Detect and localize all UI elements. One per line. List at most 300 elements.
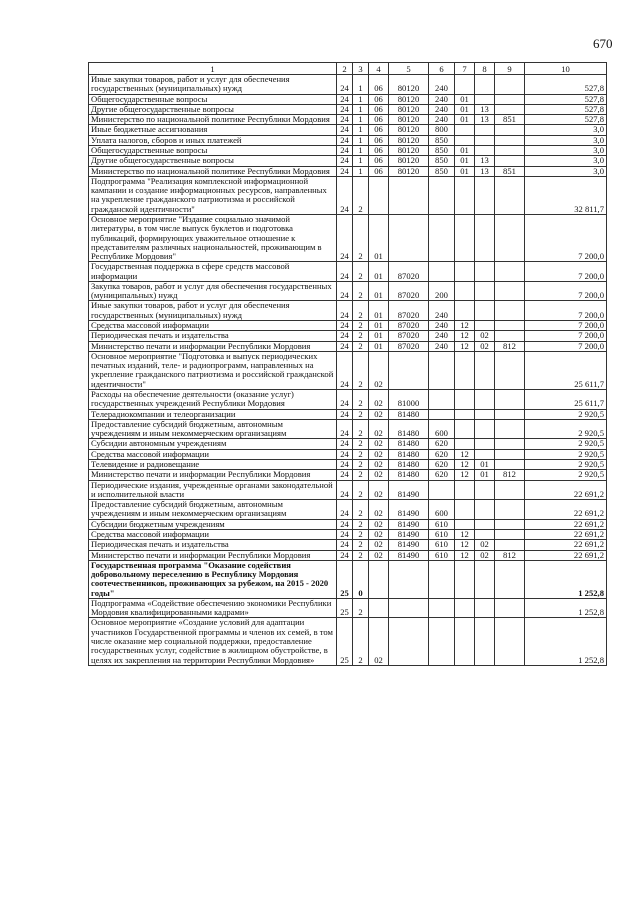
amount-cell: 3,0 — [525, 145, 607, 155]
code-section-cell — [455, 390, 475, 410]
code-ministry-cell — [495, 262, 525, 282]
code-event-cell: 02 — [369, 390, 389, 410]
code-expense-type-cell — [429, 409, 455, 419]
row-name-cell: Министерство печати и информации Республики Мордовия — [89, 341, 337, 351]
code-section-cell — [455, 519, 475, 529]
amount-cell: 22 691,2 — [525, 529, 607, 539]
code-subsection-cell — [475, 75, 495, 95]
code-direction-cell: 87020 — [389, 341, 429, 351]
amount-cell: 527,8 — [525, 104, 607, 114]
code-expense-type-cell: 850 — [429, 145, 455, 155]
row-name-cell: Подпрограмма "Реализация комплексной информационной кампании и создание информационных ресурсов, направленных на укрепление гражданского патриотизма и российской гражданской идентичности" — [89, 176, 337, 214]
code-event-cell: 02 — [369, 540, 389, 550]
code-admin-cell: 24 — [337, 115, 353, 125]
code-ministry-cell: 851 — [495, 115, 525, 125]
code-direction-cell: 80120 — [389, 145, 429, 155]
amount-cell: 22 691,2 — [525, 519, 607, 529]
code-event-cell: 06 — [369, 125, 389, 135]
code-subprogram-cell: 2 — [353, 550, 369, 560]
code-ministry-cell: 851 — [495, 166, 525, 176]
amount-cell: 2 920,5 — [525, 470, 607, 480]
table-row — [89, 125, 607, 135]
code-event-cell: 01 — [369, 214, 389, 261]
amount-cell: 2 920,5 — [525, 409, 607, 419]
code-section-cell — [455, 135, 475, 145]
amount-cell: 2 920,5 — [525, 419, 607, 439]
code-section-cell — [455, 560, 475, 598]
row-name-cell: Телевидение и радиовещание — [89, 459, 337, 469]
code-expense-type-cell: 240 — [429, 341, 455, 351]
table-row — [89, 390, 607, 410]
code-ministry-cell — [495, 540, 525, 550]
code-subprogram-cell: 1 — [353, 166, 369, 176]
code-section-cell — [455, 75, 475, 95]
code-event-cell: 02 — [369, 519, 389, 529]
amount-cell: 22 691,2 — [525, 540, 607, 550]
table-row — [89, 341, 607, 351]
code-direction-cell: 87020 — [389, 281, 429, 301]
code-event-cell: 06 — [369, 104, 389, 114]
code-expense-type-cell: 620 — [429, 459, 455, 469]
code-event-cell: 06 — [369, 75, 389, 95]
code-ministry-cell — [495, 409, 525, 419]
row-name-cell: Государственная программа "Оказание содействия добровольному переселению в Республику Мордовия соотечественников, проживающих за рубежом, на 2015 - 2020 годы" — [89, 560, 337, 598]
code-expense-type-cell — [429, 176, 455, 214]
code-direction-cell: 80120 — [389, 104, 429, 114]
code-section-cell — [455, 214, 475, 261]
row-name-cell: Иные закупки товаров, работ и услуг для обеспечения государственных (муниципальных) нужд — [89, 301, 337, 321]
code-direction-cell — [389, 351, 429, 389]
code-direction-cell: 81480 — [389, 449, 429, 459]
code-ministry-cell: 812 — [495, 470, 525, 480]
code-ministry-cell — [495, 598, 525, 618]
code-expense-type-cell: 610 — [429, 519, 455, 529]
code-section-cell — [455, 125, 475, 135]
code-subsection-cell — [475, 529, 495, 539]
row-name-cell: Субсидии автономным учреждениям — [89, 439, 337, 449]
code-direction-cell — [389, 560, 429, 598]
code-subsection-cell — [475, 449, 495, 459]
code-admin-cell: 24 — [337, 214, 353, 261]
code-event-cell: 06 — [369, 135, 389, 145]
code-subprogram-cell: 2 — [353, 351, 369, 389]
code-section-cell — [455, 419, 475, 439]
code-section-cell — [455, 301, 475, 321]
amount-cell: 2 920,5 — [525, 459, 607, 469]
code-ministry-cell — [495, 618, 525, 665]
code-subprogram-cell: 2 — [353, 480, 369, 500]
code-subprogram-cell: 1 — [353, 75, 369, 95]
code-ministry-cell — [495, 75, 525, 95]
code-admin-cell: 24 — [337, 156, 353, 166]
code-ministry-cell — [495, 301, 525, 321]
row-name-cell: Иные закупки товаров, работ и услуг для обеспечения государственных (муниципальных) нужд — [89, 75, 337, 95]
row-name-cell: Средства массовой информации — [89, 449, 337, 459]
code-ministry-cell — [495, 390, 525, 410]
amount-cell: 22 691,2 — [525, 550, 607, 560]
table-row — [89, 550, 607, 560]
code-direction-cell: 81480 — [389, 459, 429, 469]
row-name-cell: Министерство печати и информации Республики Мордовия — [89, 550, 337, 560]
code-expense-type-cell — [429, 262, 455, 282]
code-expense-type-cell: 600 — [429, 419, 455, 439]
code-admin-cell: 25 — [337, 618, 353, 665]
table-row — [89, 166, 607, 176]
amount-cell: 3,0 — [525, 166, 607, 176]
code-admin-cell: 24 — [337, 281, 353, 301]
code-subprogram-cell: 2 — [353, 540, 369, 550]
amount-cell: 32 811,7 — [525, 176, 607, 214]
column-header: 9 — [495, 63, 525, 75]
amount-cell: 7 200,0 — [525, 331, 607, 341]
amount-cell: 7 200,0 — [525, 341, 607, 351]
code-subsection-cell — [475, 281, 495, 301]
code-direction-cell — [389, 598, 429, 618]
table-row — [89, 419, 607, 439]
code-subprogram-cell: 0 — [353, 560, 369, 598]
budget-table — [88, 62, 607, 666]
code-admin-cell: 24 — [337, 470, 353, 480]
table-row — [89, 519, 607, 529]
code-expense-type-cell: 240 — [429, 94, 455, 104]
code-section-cell — [455, 598, 475, 618]
code-subprogram-cell: 2 — [353, 439, 369, 449]
code-section-cell: 12 — [455, 449, 475, 459]
code-ministry-cell: 812 — [495, 550, 525, 560]
code-ministry-cell — [495, 500, 525, 520]
code-subprogram-cell: 2 — [353, 470, 369, 480]
code-direction-cell: 81480 — [389, 439, 429, 449]
code-section-cell: 01 — [455, 115, 475, 125]
code-subprogram-cell: 2 — [353, 598, 369, 618]
row-name-cell: Периодическая печать и издательства — [89, 540, 337, 550]
row-name-cell: Подпрограмма «Содействие обеспечению экономики Республики Мордовия квалифицированными кадрами» — [89, 598, 337, 618]
code-subprogram-cell: 1 — [353, 125, 369, 135]
amount-cell: 3,0 — [525, 135, 607, 145]
code-expense-type-cell: 240 — [429, 75, 455, 95]
code-direction-cell: 80120 — [389, 115, 429, 125]
code-admin-cell: 24 — [337, 125, 353, 135]
code-subprogram-cell: 2 — [353, 176, 369, 214]
code-subsection-cell — [475, 145, 495, 155]
code-admin-cell: 24 — [337, 321, 353, 331]
code-section-cell: 01 — [455, 156, 475, 166]
code-section-cell: 12 — [455, 341, 475, 351]
code-subprogram-cell: 1 — [353, 156, 369, 166]
code-section-cell: 12 — [455, 540, 475, 550]
code-expense-type-cell: 800 — [429, 125, 455, 135]
code-direction-cell: 81490 — [389, 480, 429, 500]
code-subprogram-cell: 2 — [353, 459, 369, 469]
amount-cell: 1 252,8 — [525, 618, 607, 665]
code-section-cell: 01 — [455, 94, 475, 104]
table-row — [89, 156, 607, 166]
code-ministry-cell — [495, 351, 525, 389]
code-subsection-cell — [475, 419, 495, 439]
code-expense-type-cell — [429, 618, 455, 665]
code-event-cell: 06 — [369, 156, 389, 166]
code-subprogram-cell: 2 — [353, 214, 369, 261]
code-subsection-cell — [475, 480, 495, 500]
code-event-cell: 02 — [369, 550, 389, 560]
code-ministry-cell — [495, 125, 525, 135]
column-header: 10 — [525, 63, 607, 75]
code-expense-type-cell: 240 — [429, 104, 455, 114]
table-row — [89, 331, 607, 341]
amount-cell: 22 691,2 — [525, 480, 607, 500]
code-direction-cell: 80120 — [389, 94, 429, 104]
code-event-cell: 01 — [369, 262, 389, 282]
code-ministry-cell: 812 — [495, 341, 525, 351]
code-admin-cell: 25 — [337, 598, 353, 618]
code-event-cell: 02 — [369, 409, 389, 419]
code-expense-type-cell — [429, 560, 455, 598]
table-row — [89, 351, 607, 389]
code-subprogram-cell: 2 — [353, 409, 369, 419]
row-name-cell: Предоставление субсидий бюджетным, автономным учреждениям и иным некоммерческим организациям — [89, 419, 337, 439]
code-event-cell: 01 — [369, 331, 389, 341]
column-header: 7 — [455, 63, 475, 75]
code-section-cell — [455, 618, 475, 665]
code-event-cell: 02 — [369, 529, 389, 539]
code-subprogram-cell: 1 — [353, 115, 369, 125]
code-direction-cell: 81480 — [389, 409, 429, 419]
code-expense-type-cell — [429, 351, 455, 389]
code-section-cell — [455, 409, 475, 419]
table-row — [89, 321, 607, 331]
code-ministry-cell — [495, 135, 525, 145]
code-expense-type-cell: 240 — [429, 331, 455, 341]
row-name-cell: Субсидии бюджетным учреждениям — [89, 519, 337, 529]
code-section-cell: 12 — [455, 470, 475, 480]
code-ministry-cell — [495, 94, 525, 104]
amount-cell: 527,8 — [525, 115, 607, 125]
code-admin-cell: 24 — [337, 500, 353, 520]
code-subprogram-cell: 2 — [353, 390, 369, 410]
code-expense-type-cell: 850 — [429, 135, 455, 145]
code-admin-cell: 24 — [337, 480, 353, 500]
code-subprogram-cell: 1 — [353, 145, 369, 155]
code-admin-cell: 24 — [337, 390, 353, 410]
code-event-cell: 06 — [369, 145, 389, 155]
column-header: 5 — [389, 63, 429, 75]
code-subsection-cell: 13 — [475, 115, 495, 125]
code-subsection-cell — [475, 321, 495, 331]
code-admin-cell: 24 — [337, 529, 353, 539]
page-number: 670 — [593, 36, 613, 51]
code-section-cell — [455, 480, 475, 500]
row-name-cell: Средства массовой информации — [89, 321, 337, 331]
code-admin-cell: 24 — [337, 135, 353, 145]
code-admin-cell: 24 — [337, 262, 353, 282]
code-subsection-cell: 01 — [475, 459, 495, 469]
amount-cell: 527,8 — [525, 75, 607, 95]
code-subsection-cell: 13 — [475, 104, 495, 114]
table-header-row — [89, 63, 607, 75]
code-event-cell: 02 — [369, 459, 389, 469]
code-subsection-cell — [475, 390, 495, 410]
code-direction-cell: 80120 — [389, 156, 429, 166]
code-expense-type-cell: 610 — [429, 540, 455, 550]
amount-cell: 1 252,8 — [525, 560, 607, 598]
table-row — [89, 459, 607, 469]
column-header: 1 — [89, 63, 337, 75]
code-subsection-cell — [475, 301, 495, 321]
table-row — [89, 529, 607, 539]
code-admin-cell: 24 — [337, 519, 353, 529]
code-expense-type-cell: 600 — [429, 500, 455, 520]
code-subprogram-cell: 2 — [353, 529, 369, 539]
row-name-cell: Другие общегосударственные вопросы — [89, 156, 337, 166]
code-subprogram-cell: 2 — [353, 321, 369, 331]
row-name-cell: Основное мероприятие "Подготовка и выпуск периодических печатных изданий, теле- и радиопрограмм, направленных на укрепление гражданского патриотизма и российской гражданской идентичности" — [89, 351, 337, 389]
code-section-cell — [455, 500, 475, 520]
row-name-cell: Министерство печати и информации Республики Мордовия — [89, 470, 337, 480]
amount-cell: 25 611,7 — [525, 390, 607, 410]
code-admin-cell: 24 — [337, 459, 353, 469]
code-subsection-cell: 02 — [475, 331, 495, 341]
code-ministry-cell — [495, 331, 525, 341]
code-admin-cell: 24 — [337, 341, 353, 351]
table-row — [89, 281, 607, 301]
code-subprogram-cell: 2 — [353, 341, 369, 351]
code-section-cell — [455, 351, 475, 389]
code-subsection-cell: 13 — [475, 166, 495, 176]
code-admin-cell: 24 — [337, 419, 353, 439]
code-ministry-cell — [495, 560, 525, 598]
amount-cell: 25 611,7 — [525, 351, 607, 389]
row-name-cell: Основное мероприятие "Издание социально значимой литературы, в том числе выпуск буклетов и подготовка публикаций, формирующих уважительное отношение к представителям различных национальностей, проживающим в Республике Мордовия" — [89, 214, 337, 261]
amount-cell: 1 252,8 — [525, 598, 607, 618]
code-expense-type-cell — [429, 598, 455, 618]
table-row — [89, 500, 607, 520]
code-subprogram-cell: 2 — [353, 419, 369, 439]
code-event-cell: 01 — [369, 341, 389, 351]
code-direction-cell — [389, 176, 429, 214]
code-event-cell: 01 — [369, 281, 389, 301]
row-name-cell: Иные бюджетные ассигнования — [89, 125, 337, 135]
row-name-cell: Периодические издания, учрежденные органами законодательной и исполнительной власти — [89, 480, 337, 500]
code-ministry-cell — [495, 529, 525, 539]
code-ministry-cell — [495, 321, 525, 331]
code-direction-cell: 81490 — [389, 500, 429, 520]
code-expense-type-cell: 850 — [429, 166, 455, 176]
table-row — [89, 409, 607, 419]
code-direction-cell: 81000 — [389, 390, 429, 410]
code-ministry-cell — [495, 439, 525, 449]
code-section-cell — [455, 439, 475, 449]
row-name-cell: Периодическая печать и издательства — [89, 331, 337, 341]
code-ministry-cell — [495, 419, 525, 439]
code-expense-type-cell — [429, 480, 455, 500]
code-admin-cell: 24 — [337, 540, 353, 550]
amount-cell: 527,8 — [525, 94, 607, 104]
code-section-cell: 01 — [455, 145, 475, 155]
row-name-cell: Общегосударственные вопросы — [89, 145, 337, 155]
code-event-cell: 02 — [369, 470, 389, 480]
code-admin-cell: 24 — [337, 351, 353, 389]
code-admin-cell: 24 — [337, 409, 353, 419]
amount-cell: 7 200,0 — [525, 281, 607, 301]
code-event-cell: 02 — [369, 480, 389, 500]
code-event-cell: 02 — [369, 449, 389, 459]
table-row — [89, 598, 607, 618]
code-direction-cell: 80120 — [389, 125, 429, 135]
row-name-cell: Средства массовой информации — [89, 529, 337, 539]
code-event-cell: 01 — [369, 301, 389, 321]
code-event-cell — [369, 560, 389, 598]
code-admin-cell: 24 — [337, 145, 353, 155]
code-section-cell: 12 — [455, 321, 475, 331]
code-direction-cell: 81480 — [389, 470, 429, 480]
code-ministry-cell — [495, 281, 525, 301]
table-row — [89, 145, 607, 155]
code-ministry-cell — [495, 145, 525, 155]
code-admin-cell: 25 — [337, 560, 353, 598]
code-expense-type-cell: 240 — [429, 301, 455, 321]
table-row — [89, 262, 607, 282]
code-ministry-cell — [495, 104, 525, 114]
code-subsection-cell — [475, 262, 495, 282]
amount-cell: 7 200,0 — [525, 321, 607, 331]
code-subsection-cell: 02 — [475, 550, 495, 560]
code-subsection-cell — [475, 351, 495, 389]
code-expense-type-cell: 610 — [429, 529, 455, 539]
code-admin-cell: 24 — [337, 301, 353, 321]
code-direction-cell: 81480 — [389, 419, 429, 439]
code-subsection-cell: 02 — [475, 341, 495, 351]
code-section-cell: 12 — [455, 550, 475, 560]
table-row — [89, 214, 607, 261]
code-subprogram-cell: 1 — [353, 94, 369, 104]
code-admin-cell: 24 — [337, 439, 353, 449]
code-event-cell: 02 — [369, 500, 389, 520]
row-name-cell: Уплата налогов, сборов и иных платежей — [89, 135, 337, 145]
amount-cell: 3,0 — [525, 156, 607, 166]
amount-cell: 22 691,2 — [525, 500, 607, 520]
code-subprogram-cell: 1 — [353, 135, 369, 145]
code-subsection-cell: 02 — [475, 540, 495, 550]
code-direction-cell — [389, 618, 429, 665]
table-row — [89, 135, 607, 145]
code-direction-cell: 80120 — [389, 166, 429, 176]
code-expense-type-cell: 240 — [429, 321, 455, 331]
code-direction-cell: 81490 — [389, 519, 429, 529]
code-subsection-cell — [475, 519, 495, 529]
code-section-cell: 01 — [455, 104, 475, 114]
code-subsection-cell — [475, 409, 495, 419]
code-section-cell — [455, 262, 475, 282]
code-expense-type-cell — [429, 390, 455, 410]
code-subprogram-cell: 2 — [353, 262, 369, 282]
column-header: 6 — [429, 63, 455, 75]
code-subsection-cell — [475, 500, 495, 520]
code-event-cell: 06 — [369, 115, 389, 125]
code-event-cell: 06 — [369, 94, 389, 104]
code-subprogram-cell: 2 — [353, 618, 369, 665]
code-direction-cell: 87020 — [389, 331, 429, 341]
table-row — [89, 439, 607, 449]
code-expense-type-cell: 620 — [429, 470, 455, 480]
table-row — [89, 449, 607, 459]
code-subsection-cell — [475, 618, 495, 665]
code-direction-cell: 80120 — [389, 75, 429, 95]
code-event-cell: 02 — [369, 351, 389, 389]
code-section-cell — [455, 281, 475, 301]
code-section-cell: 12 — [455, 529, 475, 539]
code-subsection-cell — [475, 135, 495, 145]
row-name-cell: Министерство по национальной политике Республики Мордовия — [89, 115, 337, 125]
